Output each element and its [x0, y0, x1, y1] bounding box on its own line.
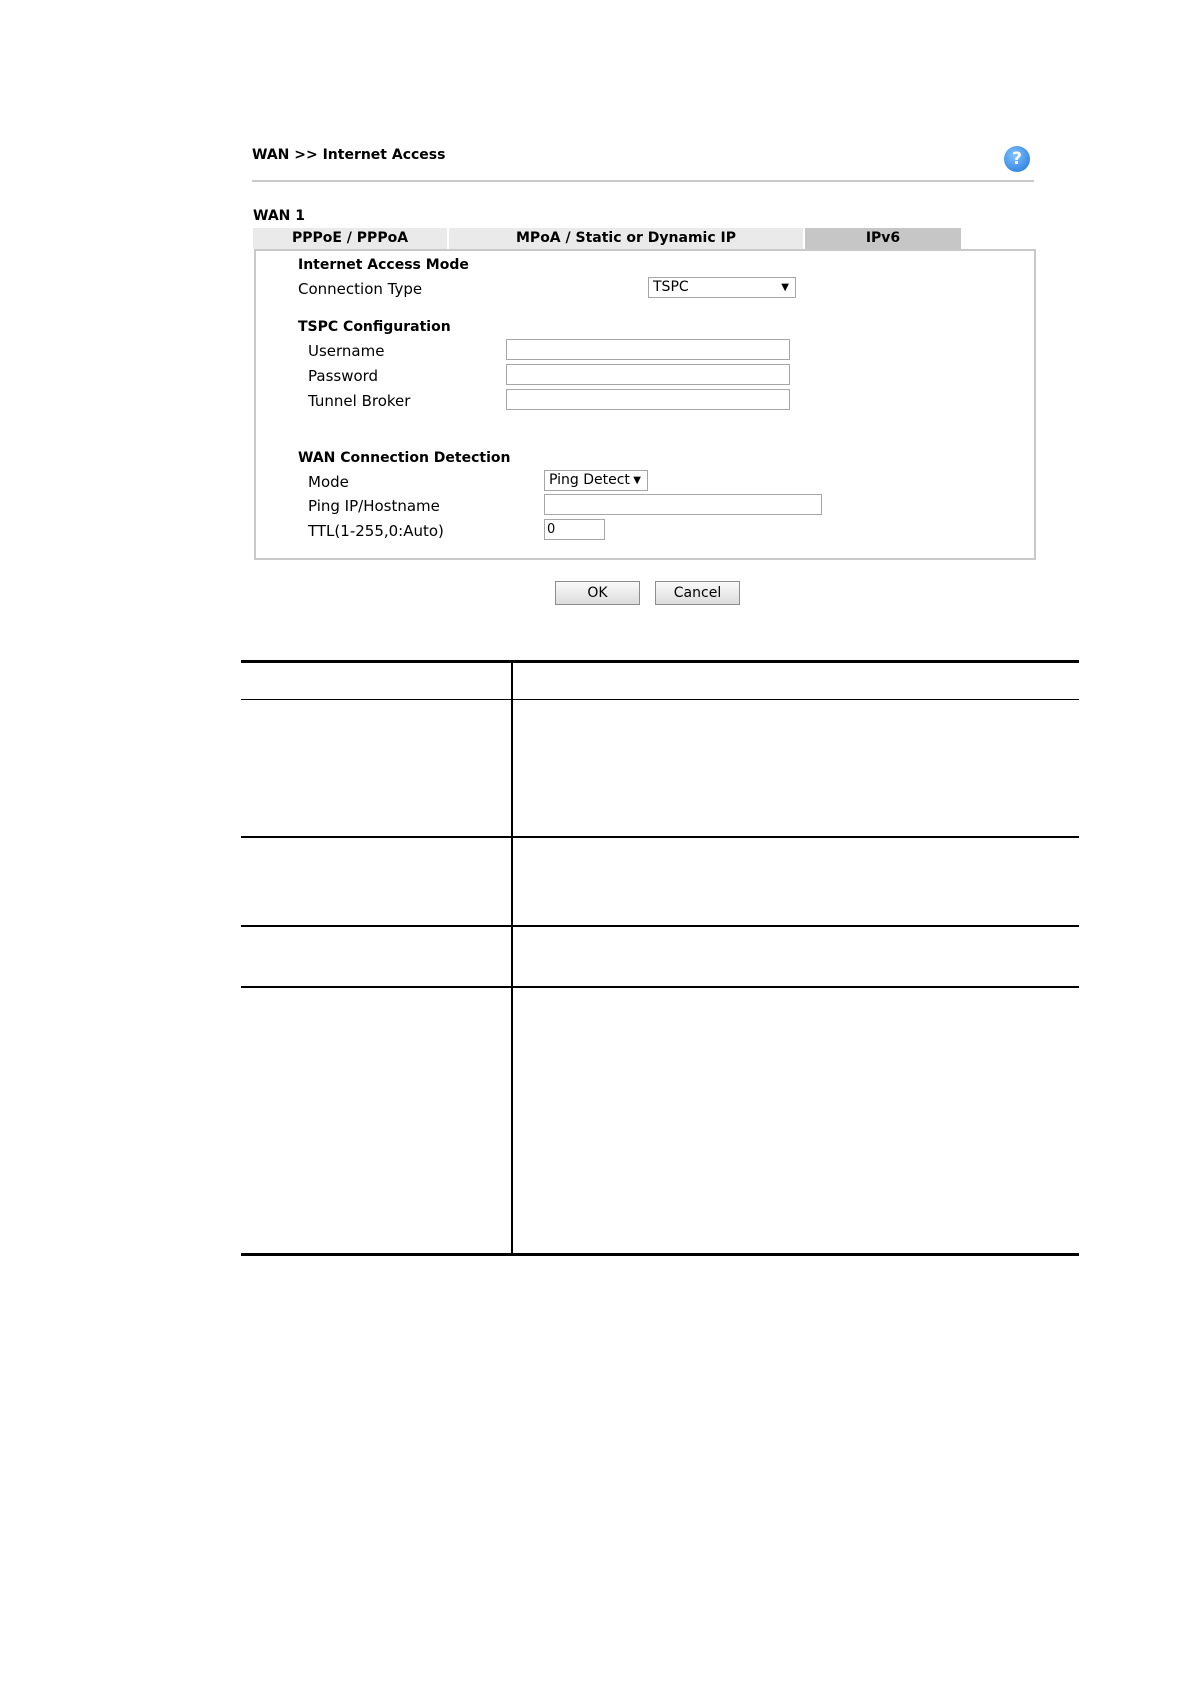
ping-host-label: Ping IP/Hostname: [308, 497, 440, 515]
help-icon[interactable]: ?: [1004, 146, 1030, 172]
username-label: Username: [308, 342, 385, 360]
table-row-divider: [241, 925, 1079, 927]
chevron-down-icon: ▼: [633, 475, 641, 486]
tab-ipv6[interactable]: IPv6: [805, 228, 963, 249]
table-column-divider: [511, 660, 513, 1256]
mode-label: Mode: [308, 473, 349, 491]
table-row-divider: [241, 699, 1079, 700]
tunnel-broker-label: Tunnel Broker: [308, 392, 411, 410]
username-field[interactable]: [506, 339, 790, 360]
wan-title: WAN 1: [253, 208, 305, 224]
connection-type-label: Connection Type: [298, 280, 423, 298]
ok-button[interactable]: OK: [555, 581, 640, 605]
table-row-divider: [241, 986, 1079, 988]
password-label: Password: [308, 367, 379, 385]
mode-select[interactable]: [544, 470, 648, 491]
ttl-field[interactable]: [544, 519, 605, 540]
tab-mpoa[interactable]: MPoA / Static or Dynamic IP: [449, 228, 805, 249]
tspc-heading: TSPC Configuration: [298, 319, 451, 335]
divider: [252, 180, 1034, 182]
detection-heading: WAN Connection Detection: [298, 450, 511, 466]
access-mode-heading: Internet Access Mode: [298, 257, 469, 273]
tunnel-broker-field[interactable]: [506, 389, 790, 410]
ttl-label: TTL(1-255,0:Auto): [308, 522, 444, 540]
connection-type-select[interactable]: [648, 277, 796, 298]
tab-bar: [253, 228, 963, 249]
table-row-divider: [241, 836, 1079, 838]
description-table: [241, 660, 1079, 1256]
mode-value: Ping Detect: [549, 472, 630, 488]
chevron-down-icon: ▼: [781, 282, 789, 293]
tab-pppoe[interactable]: PPPoE / PPPoA: [253, 228, 449, 249]
connection-type-value: TSPC: [653, 279, 689, 295]
ping-host-field[interactable]: [544, 494, 822, 515]
table-bottom-border: [241, 1253, 1079, 1256]
table-top-border: [241, 660, 1079, 663]
password-field[interactable]: [506, 364, 790, 385]
cancel-button[interactable]: Cancel: [655, 581, 740, 605]
breadcrumb: WAN >> Internet Access: [252, 147, 446, 163]
